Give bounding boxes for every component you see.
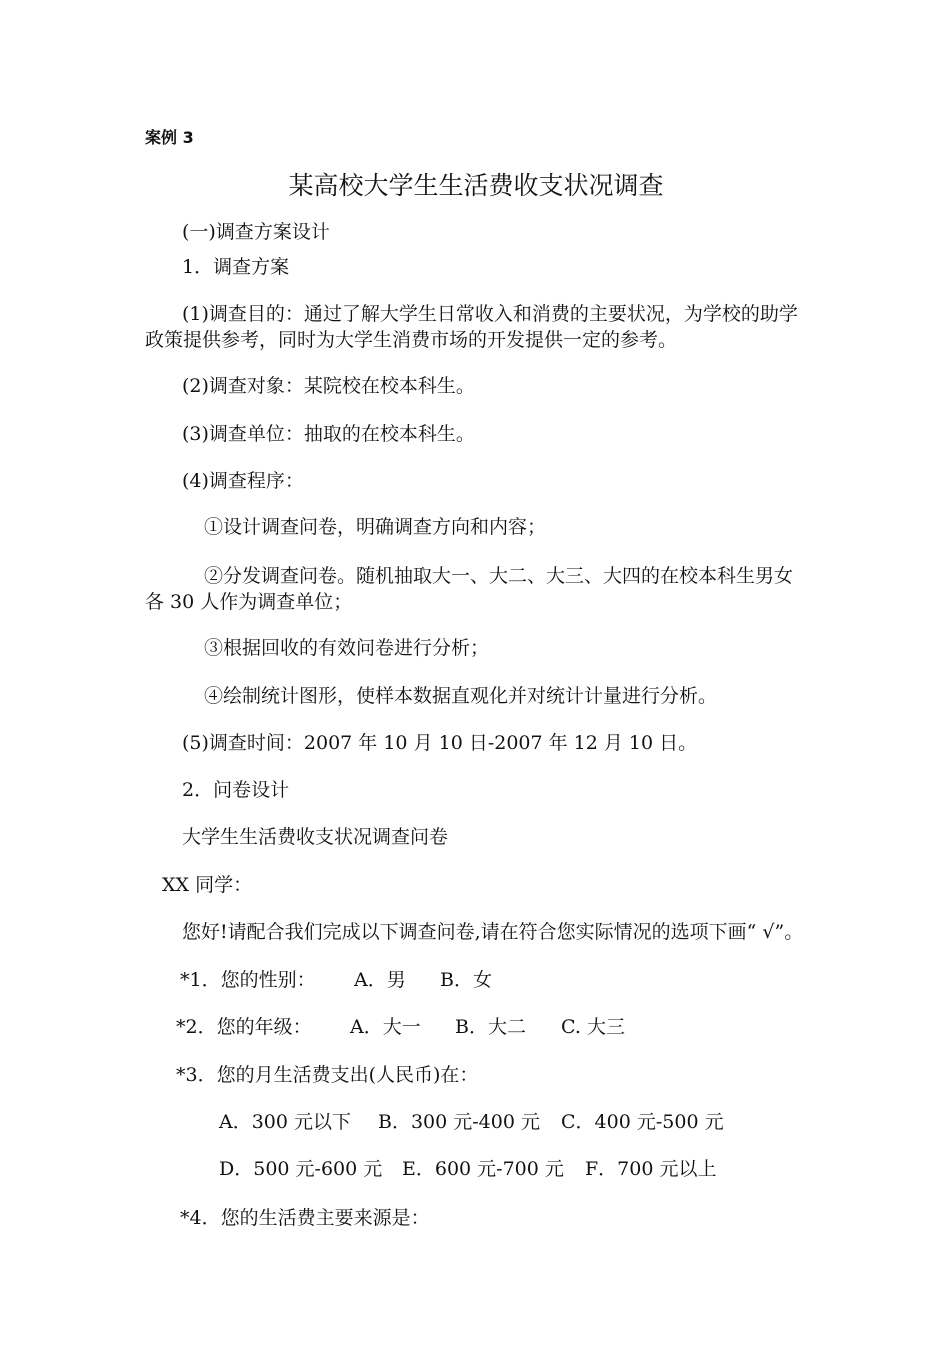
procedure-step-3: ③根据回收的有效问卷进行分析； [204, 637, 490, 659]
question-3-option-d: D．500 元-600 元 [219, 1158, 383, 1180]
question-4-label: *4．您的生活费主要来源是： [180, 1207, 430, 1229]
survey-unit: (3)调查单位：抽取的在校本科生。 [182, 423, 475, 445]
question-3-option-b: B．300 元-400 元 [378, 1111, 540, 1133]
question-3-option-f: F．700 元以上 [585, 1158, 717, 1180]
question-1-label: *1．您的性别： [180, 969, 316, 991]
subsection-heading: 1．调查方案 [182, 256, 290, 278]
question-2-option-c: C. 大三 [561, 1016, 625, 1038]
greeting: XX 同学： [162, 874, 253, 896]
purpose-line-1: (1)调查目的：通过了解大学生日常收入和消费的主要状况，为学校的助学 [182, 303, 798, 325]
survey-procedure: (4)调查程序： [182, 470, 304, 492]
question-3-option-e: E．600 元-700 元 [402, 1158, 564, 1180]
intro-text: 您好!请配合我们完成以下调查问卷,请在符合您实际情况的选项下画“ √”。 [182, 921, 804, 943]
question-2-option-b: B．大二 [455, 1016, 526, 1038]
survey-time: (5)调查时间：2007 年 10 月 10 日-2007 年 12 月 10 日。 [182, 732, 698, 754]
question-3-option-a: A．300 元以下 [219, 1111, 352, 1133]
procedure-step-4: ④绘制统计图形，使样本数据直观化并对统计计量进行分析。 [204, 685, 718, 707]
question-3-option-c: C．400 元-500 元 [561, 1111, 724, 1133]
case-label: 案例 3 [145, 128, 194, 147]
procedure-step-1: ①设计调查问卷，明确调查方向和内容； [204, 516, 547, 538]
question-3-label: *3．您的月生活费支出(人民币)在： [176, 1064, 479, 1086]
procedure-step-2-line-2: 各 30 人作为调查单位； [145, 591, 353, 613]
purpose-line-2: 政策提供参考，同时为大学生消费市场的开发提供一定的参考。 [145, 329, 678, 351]
section-heading: (一)调查方案设计 [182, 221, 330, 243]
question-1-option-a: A．男 [354, 969, 406, 991]
procedure-step-2-line-1: ②分发调查问卷。随机抽取大一、大二、大三、大四的在校本科生男女 [204, 565, 794, 587]
subsection-heading-2: 2．问卷设计 [182, 779, 290, 801]
document-title: 某高校大学生生活费收支状况调查 [288, 171, 664, 200]
survey-object: (2)调查对象：某院校在校本科生。 [182, 375, 475, 397]
question-2-option-a: A．大一 [350, 1016, 421, 1038]
questionnaire-title: 大学生生活费收支状况调查问卷 [182, 826, 449, 848]
question-2-label: *2．您的年级： [176, 1016, 312, 1038]
question-1-option-b: B．女 [440, 969, 492, 991]
